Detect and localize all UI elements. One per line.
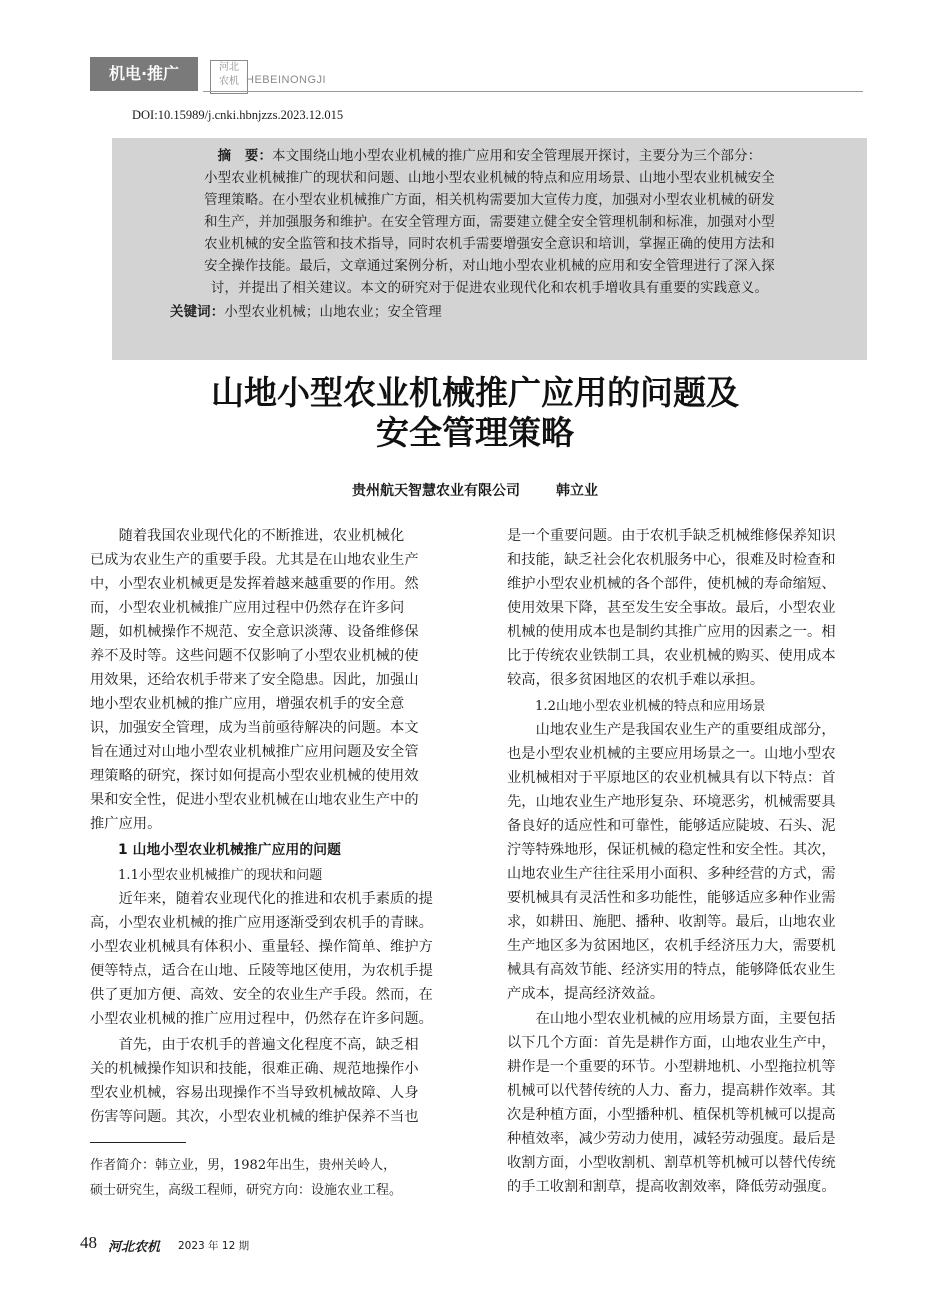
paragraph-line: 推广应用。	[90, 816, 162, 832]
doi: DOI:10.15989/j.cnki.hbnjzzs.2023.12.015	[132, 108, 344, 122]
author-note-line: 硕士研究生，高级工程师，研究方向：设施农业工程。	[90, 1183, 403, 1198]
paragraph-line: 械具有高效节能、经济实用的特点，能够降低农业生	[507, 962, 836, 978]
paragraph-line: 题，如机械操作不规范、安全意识淡薄、设备维修保	[90, 624, 419, 640]
keywords-label: 关键词：	[170, 305, 225, 320]
affiliation: 贵州航天智慧农业有限公司	[352, 483, 520, 499]
paragraph-line: 次是种植方面，小型播种机、植保机等机械可以提高	[507, 1107, 836, 1123]
page-number: 48	[80, 1233, 97, 1252]
paragraph-line: 已成为农业生产的重要手段。尤其是在山地农业生产	[90, 552, 419, 568]
byline	[0, 480, 950, 500]
abstract-line: 安全操作技能。最后，文章通过案例分析，对山地小型农业机械的应用和安全管理进行了深入探	[204, 259, 775, 274]
paragraph-line: 较高，很多贫困地区的农机手难以承担。	[507, 672, 765, 688]
abstract-text: 本文围绕山地小型农业机械的推广应用和安全管理展开探讨，主要分为三个部分：	[272, 149, 762, 164]
paragraph-line: 种植效率，减少劳动力使用，减轻劳动强度。最后是	[507, 1131, 836, 1147]
paragraph-line: 的手工收割和割草，提高收割效率，降低劳动强度。	[507, 1179, 836, 1195]
paragraph-line: 先，山地农业生产地形复杂、环境恶劣，机械需要具	[507, 794, 836, 810]
abstract-box	[112, 138, 867, 360]
journal-logo	[210, 60, 248, 94]
paragraph-line: 地小型农业机械的推广应用，增强农机手的安全意	[90, 696, 405, 712]
paragraph-line: 理策略的研究，探讨如何提高小型农业机械的使用效	[90, 768, 419, 784]
paragraph-line: 首先，由于农机手的普遍文化程度不高，缺乏相	[90, 1037, 419, 1053]
paragraph-line: 是一个重要问题。由于农机手缺乏机械维修保养知识	[507, 528, 836, 544]
journal-name-en: HEBEINONGJI	[246, 74, 327, 86]
abstract-line: 和生产，并加强服务和维护。在安全管理方面，需要建立健全安全管理机制和标准，加强对小型	[204, 215, 775, 230]
paragraph-line: 备良好的适应性和可靠性，能够适应陡坡、石头、泥	[507, 818, 836, 834]
paragraph-line: 耕作是一个重要的环节。小型耕地机、小型拖拉机等	[507, 1059, 836, 1075]
paragraph-line: 关的机械操作知识和技能，很难正确、规范地操作小	[90, 1061, 419, 1077]
paragraph-line: 机械的使用成本也是制约其推广应用的因素之一。相	[507, 624, 836, 640]
paragraph-line: 使用效果下降，甚至发生安全事故。最后，小型农业	[507, 600, 836, 616]
paragraph-line: 机械可以代替传统的人力、畜力，提高耕作效率。其	[507, 1083, 836, 1099]
paragraph-line: 维护小型农业机械的各个部件，使机械的寿命缩短、	[507, 576, 836, 592]
paragraph-line: 业机械相对于平原地区的农业机械具有以下特点：首	[507, 770, 836, 786]
author-note-line: 作者简介：韩立业，男，1982年出生，贵州关岭人，	[90, 1158, 397, 1173]
paragraph-line: 山地农业生产往往采用小面积、多种经营的方式，需	[507, 866, 836, 882]
paragraph-line: 也是小型农业机械的主要应用场景之一。山地小型农	[507, 746, 836, 762]
paragraph-line: 收割方面，小型收割机、割草机等机械可以替代传统	[507, 1155, 836, 1171]
logo-text-top: 河北	[219, 62, 239, 73]
keywords-line	[170, 302, 925, 324]
article-title-line-2: 安全管理策略	[376, 413, 574, 452]
header-rule	[203, 91, 863, 92]
paragraph-line: 比于传统农业铁制工具，农业机械的购买、使用成本	[507, 648, 836, 664]
paragraph-line: 用效果，还给农机手带来了安全隐患。因此，加强山	[90, 672, 419, 688]
paragraph-line: 小型农业机械的推广应用过程中，仍然存在许多问题。	[90, 1011, 433, 1027]
paragraph-line: 产成本，提高经济效益。	[507, 986, 665, 1002]
subsection-heading: 1.2山地小型农业机械的特点和应用场景	[535, 699, 766, 714]
paragraph-line: 果和安全性，促进小型农业机械在山地农业生产中的	[90, 792, 419, 808]
paragraph-line: 旨在通过对山地小型农业机械推广应用问题及安全管	[90, 744, 419, 760]
paragraph-line: 在山地小型农业机械的应用场景方面，主要包括	[507, 1011, 836, 1027]
abstract-line: 农业机械的安全监管和技术指导，同时农机手需要增强安全意识和培训，掌握正确的使用方法和	[204, 237, 775, 252]
section-label: 机电·推广	[90, 57, 198, 91]
paragraph-line: 便等特点，适合在山地、丘陵等地区使用，为农机手提	[90, 963, 433, 979]
paragraph-line: 型农业机械，容易出现操作不当导致机械故障、人身	[90, 1085, 419, 1101]
footer-issue: 2023 年 12 期	[178, 1240, 250, 1252]
paragraph-line: 中，小型农业机械更是发挥着越来越重要的作用。然	[90, 576, 419, 592]
abstract-label: 摘 要：	[217, 149, 273, 164]
section-heading: 1 山地小型农业机械推广应用的问题	[118, 842, 342, 858]
logo-text-bottom: 农机	[219, 76, 239, 87]
paragraph-line: 识，加强安全管理，成为当前亟待解决的问题。本文	[90, 720, 419, 736]
paragraph-line: 求，如耕田、施肥、播种、收割等。最后，山地农业	[507, 914, 836, 930]
keywords: 小型农业机械；山地农业；安全管理	[224, 305, 442, 320]
paragraph-line: 山地农业生产是我国农业生产的重要组成部分，	[507, 722, 836, 738]
abstract-line: 管理策略。在小型农业机械推广方面，相关机构需要加大宣传力度，加强对小型农业机械的研发	[204, 193, 775, 208]
footnote-rule	[90, 1142, 186, 1143]
paragraph-line: 和技能，缺乏社会化农机服务中心，很难及时检查和	[507, 552, 836, 568]
paragraph-line: 供了更加方便、高效、安全的农业生产手段。然而，在	[90, 987, 433, 1003]
paragraph-line: 而，小型农业机械推广应用过程中仍然存在许多问	[90, 600, 405, 616]
subsection-heading: 1.1小型农业机械推广的现状和问题	[118, 868, 323, 883]
paragraph-line: 小型农业机械具有体积小、重量轻、操作简单、维护方	[90, 939, 433, 955]
paragraph-line: 泞等特殊地形，保证机械的稳定性和安全性。其次，	[507, 842, 836, 858]
abstract-line: 小型农业机械推广的现状和问题、山地小型农业机械的特点和应用场景、山地小型农业机械安全	[204, 171, 775, 186]
paragraph-line: 生产地区多为贫困地区，农机手经济压力大，需要机	[507, 938, 836, 954]
paragraph-line: 近年来，随着农业现代化的推进和农机手素质的提	[90, 891, 433, 907]
author: 韩立业	[556, 483, 598, 499]
article-title-line-1: 山地小型农业机械推广应用的问题及	[211, 373, 739, 412]
abstract-line	[112, 146, 867, 168]
paragraph-line: 养不及时等。这些问题不仅影响了小型农业机械的使	[90, 648, 419, 664]
paragraph-line: 要机械具有灵活性和多功能性，能够适应多种作业需	[507, 890, 836, 906]
paragraph-line: 伤害等问题。其次，小型农业机械的维护保养不当也	[90, 1109, 419, 1125]
footer-magazine-name: 河北农机	[108, 1240, 161, 1255]
abstract-line: 讨，并提出了相关建议。本文的研究对于促进农业现代化和农机手增收具有重要的实践意义。	[210, 281, 769, 296]
paragraph-line: 随着我国农业现代化的不断推进，农业机械化	[90, 528, 405, 544]
paragraph-line: 以下几个方面：首先是耕作方面，山地农业生产中，	[507, 1035, 836, 1051]
paragraph-line: 高，小型农业机械的推广应用逐渐受到农机手的青睐。	[90, 915, 433, 931]
